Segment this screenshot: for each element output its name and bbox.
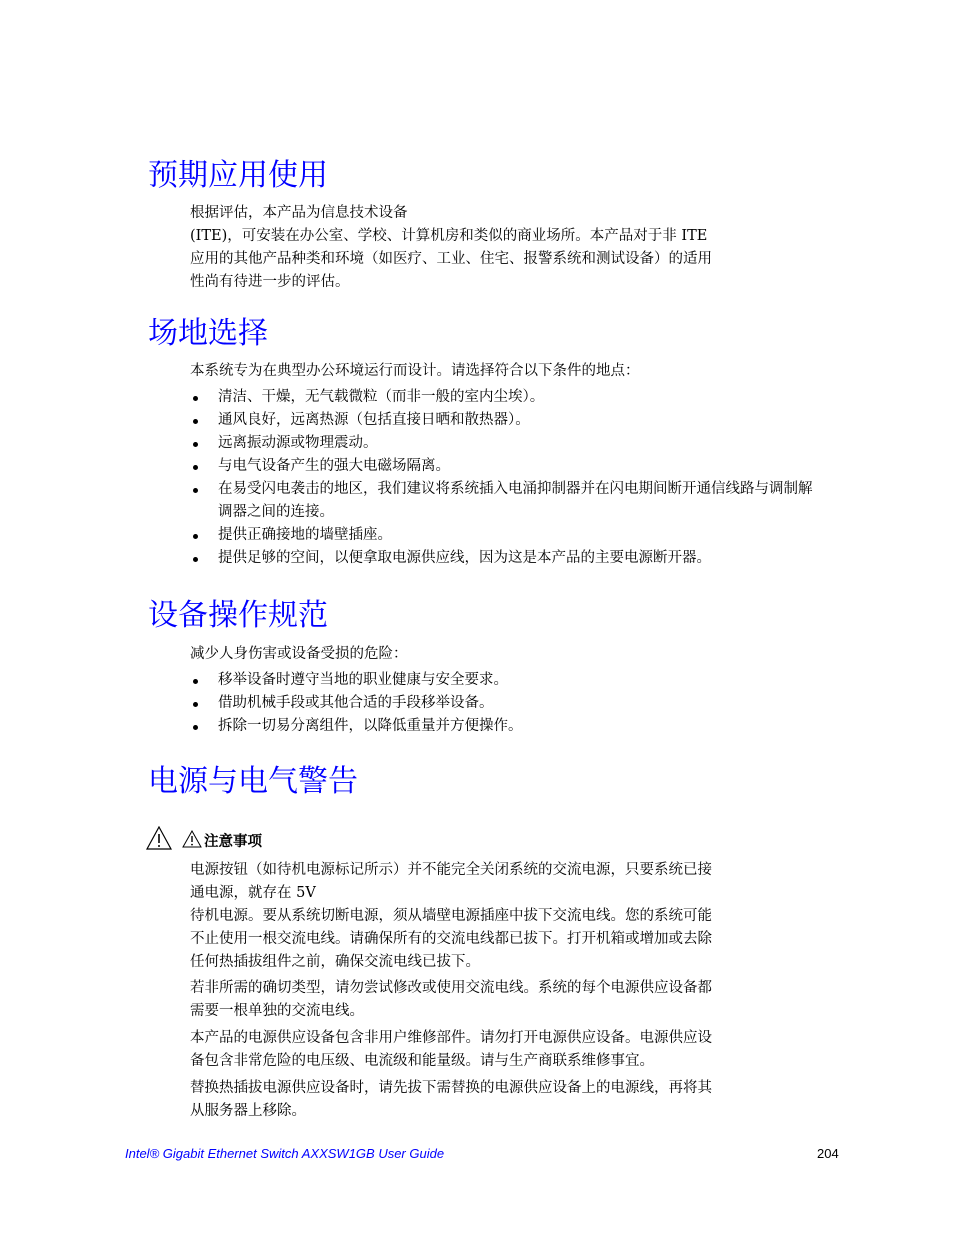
site-selection-list [190,386,830,570]
equipment-handling-intro: 减少人身伤害或设备受损的危险： [190,646,408,662]
text-line: 本产品的电源供应设备包含非用户维修部件。请勿打开电源供应设备。电源供应设 [190,1030,712,1046]
heading-power-warnings: 电源与电气警告 [148,764,358,799]
text-line: 待机电源。要从系统切断电源，须从墙壁电源插座中拔下交流电线。您的系统可能 [190,908,712,924]
text-line: 需要一根单独的交流电线。 [190,1003,364,1019]
text-line: 应用的其他产品种类和环境（如医疗、工业、住宅、报警系统和测试设备）的适用 [190,251,712,267]
warning-triangle-small-icon [182,830,202,848]
intended-use-paragraph [190,202,820,294]
text-line: 不止使用一根交流电线。请确保所有的交流电线都已拔下。打开机箱或增加或去除 [190,931,712,947]
list-item: 在易受闪电袭击的地区，我们建议将系统插入电涌抑制器并在闪电期间断开通信线路与调制解调器之间的连接。 [190,478,818,524]
power-paragraph-3 [190,1027,820,1073]
footer-page-number: 204 [817,1146,839,1161]
caution-notice [146,826,546,854]
power-paragraph-2 [190,977,820,1023]
heading-intended-use: 预期应用使用 [148,158,328,193]
text-line: 通电源，就存在 5V [190,885,316,901]
text-line: (ITE)，可安装在办公室、学校、计算机房和类似的商业场所。本产品对于非 ITE [190,228,708,244]
text-line: 备包含非常危险的电压级、电流级和能量级。请与生产商联系维修事宜。 [190,1053,654,1069]
list-item: 远离振动源或物理震动。 [190,432,830,455]
list-item: 提供足够的空间，以便拿取电源供应线，因为这是本产品的主要电源断开器。 [190,547,830,570]
warning-triangle-icon [146,826,172,850]
text-line: 性尚有待进一步的评估。 [190,274,350,290]
text-line: 若非所需的确切类型，请勿尝试修改或使用交流电线。系统的每个电源供应设备都 [190,980,712,996]
list-item: 拆除一切易分离组件，以降低重量并方便操作。 [190,715,830,738]
text-line: 任何热插拔组件之前，确保交流电线已拔下。 [190,954,480,970]
text-line: 电源按钮（如待机电源标记所示）并不能完全关闭系统的交流电源，只要系统已接 [190,862,712,878]
text-line: 根据评估，本产品为信息技术设备 [190,205,408,221]
list-item: 与电气设备产生的强大电磁场隔离。 [190,455,830,478]
list-item: 移举设备时遵守当地的职业健康与安全要求。 [190,669,830,692]
power-paragraph-4 [190,1077,820,1123]
list-item: 清洁、干燥，无气载微粒（而非一般的室内尘埃）。 [190,386,830,409]
text-line: 替换热插拔电源供应设备时，请先拔下需替换的电源供应设备上的电源线，再将其 [190,1080,712,1096]
power-paragraph-1 [190,859,820,974]
list-item: 借助机械手段或其他合适的手段移举设备。 [190,692,830,715]
heading-site-selection: 场地选择 [148,316,268,351]
list-item: 提供正确接地的墙壁插座。 [190,524,830,547]
site-selection-intro: 本系统专为在典型办公环境运行而设计。请选择符合以下条件的地点： [190,363,640,379]
footer-document-title: Intel® Gigabit Ethernet Switch AXXSW1GB User Guide [125,1146,445,1161]
list-item: 通风良好，远离热源（包括直接日晒和散热器）。 [190,409,830,432]
caution-label: 注意事项 [204,833,262,850]
heading-equipment-handling: 设备操作规范 [148,598,328,633]
equipment-handling-list [190,669,830,738]
text-line: 从服务器上移除。 [190,1103,306,1119]
